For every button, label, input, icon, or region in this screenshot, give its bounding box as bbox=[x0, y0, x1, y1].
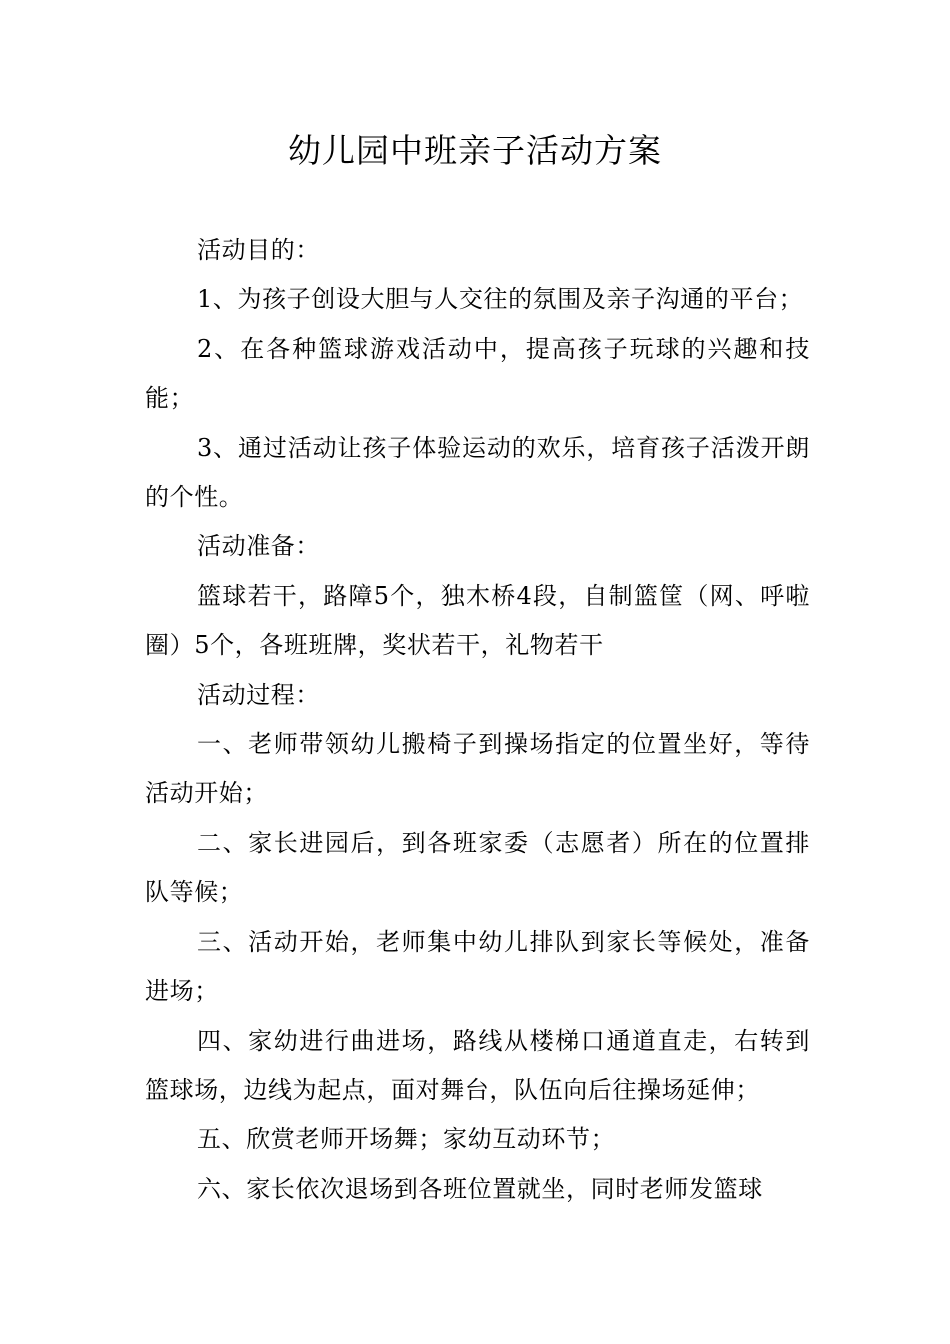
process-step-6: 六、家长依次退场到各班位置就坐，同时老师发篮球 bbox=[197, 1174, 763, 1203]
section-heading-purpose: 活动目的： bbox=[197, 236, 320, 264]
purpose-item-3: 3、通过活动让孩子体验运动的欢乐，培育孩子活泼开朗的个性。 bbox=[145, 433, 810, 512]
process-step-3: 三、活动开始，老师集中幼儿排队到家长等候处，准备进场； bbox=[145, 927, 810, 1006]
process-step-4: 四、家幼进行曲进场，路线从楼梯口通道直走，右转到篮球场，边线为起点，面对舞台，队伍向后往操场延伸； bbox=[145, 1026, 810, 1104]
purpose-item-2: 2、在各种篮球游戏活动中，提高孩子玩球的兴趣和技能； bbox=[145, 334, 810, 413]
purpose-item-1: 1、为孩子创设大胆与人交往的氛围及亲子沟通的平台； bbox=[197, 285, 804, 314]
document-body bbox=[145, 226, 810, 1214]
process-step-1: 一、老师带领幼儿搬椅子到操场指定的位置坐好，等待活动开始； bbox=[145, 730, 810, 808]
preparation-text: 篮球若干，路障5个，独木桥4段，自制篮筐（网、呼啦圈）5个，各班班牌，奖状若干，礼物若干 bbox=[145, 581, 810, 660]
process-step-5: 五、欣赏老师开场舞；家幼互动环节； bbox=[197, 1125, 616, 1154]
process-step-2: 二、家长进园后，到各班家委（志愿者）所在的位置排队等候； bbox=[145, 828, 810, 907]
section-heading-preparation: 活动准备： bbox=[197, 532, 320, 561]
document-title: 幼儿园中班亲子活动方案 bbox=[288, 131, 662, 170]
section-heading-process: 活动过程： bbox=[197, 680, 320, 709]
